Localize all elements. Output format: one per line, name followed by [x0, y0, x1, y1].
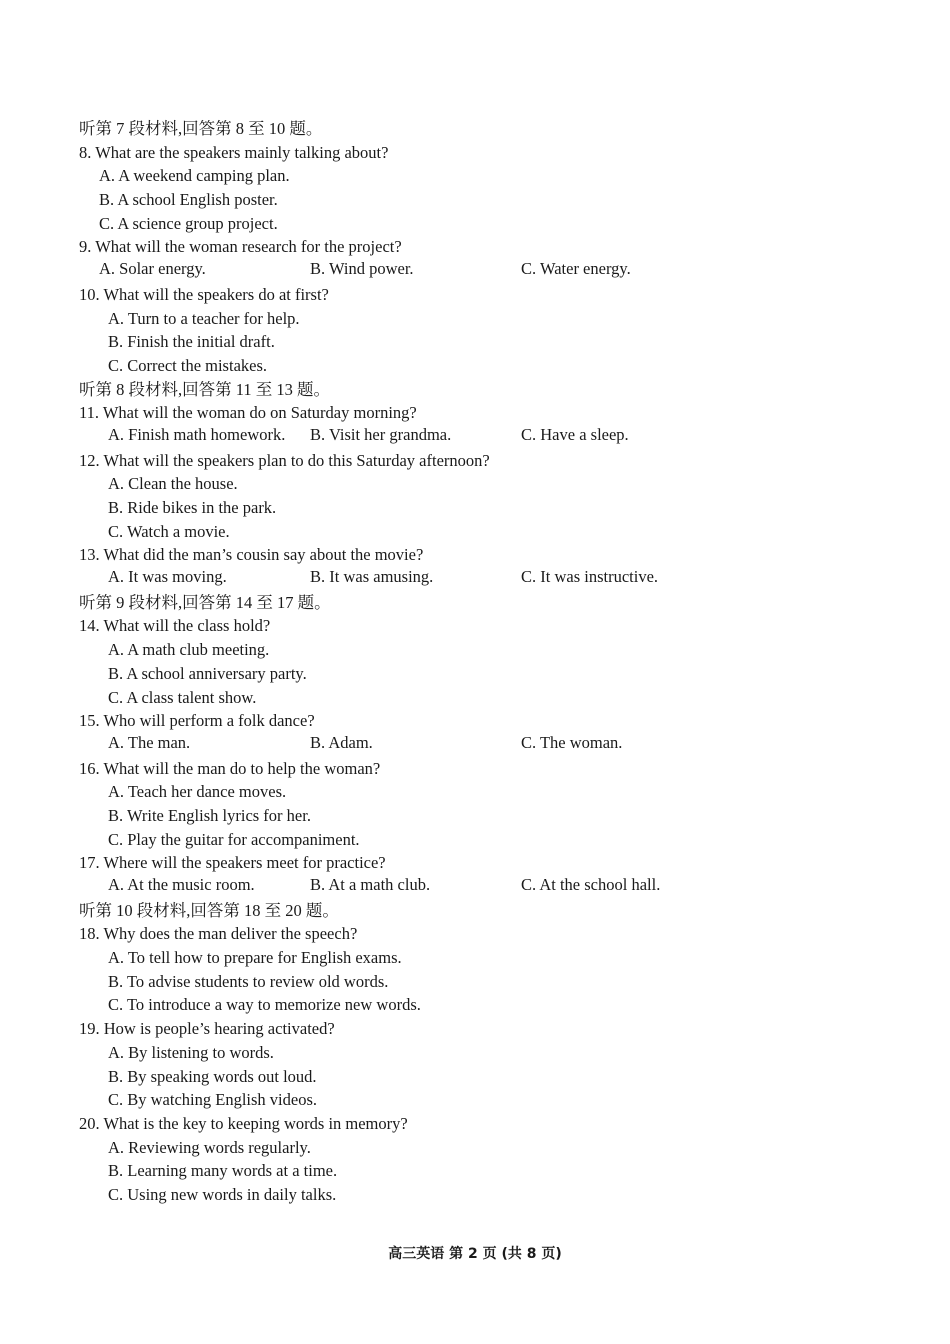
- question-text: 13. What did the man’s cousin say about the movie?: [79, 545, 424, 565]
- exam-page: [79, 117, 879, 1207]
- answer-option: A. It was moving.: [108, 567, 227, 587]
- question-text: 14. What will the class hold?: [79, 616, 271, 636]
- answer-option: C. Using new words in daily talks.: [108, 1184, 337, 1204]
- answer-option: A. Turn to a teacher for help.: [108, 308, 300, 328]
- answer-option: A. A math club meeting.: [108, 640, 270, 660]
- answer-option: C. At the school hall.: [521, 875, 661, 894]
- question-text: 15. Who will perform a folk dance?: [79, 711, 315, 731]
- question-text: 18. Why does the man deliver the speech?: [79, 924, 358, 944]
- answer-option: B. It was amusing.: [310, 567, 434, 587]
- section-heading: 听第 8 段材料,回答第 11 至 13 题。: [79, 379, 331, 399]
- answer-option: C. It was instructive.: [521, 567, 659, 587]
- question-text: 17. Where will the speakers meet for practice?: [79, 853, 386, 873]
- answer-option: B. Wind power.: [310, 259, 414, 279]
- answer-option: B. Learning many words at a time.: [108, 1161, 338, 1181]
- answer-option: C. Correct the mistakes.: [108, 355, 268, 375]
- answer-option: B. A school anniversary party.: [108, 663, 307, 683]
- question-text: 8. What are the speakers mainly talking about?: [79, 142, 389, 162]
- answer-option: B. Write English lyrics for her.: [108, 805, 311, 825]
- answer-option: C. A science group project.: [99, 213, 278, 233]
- answer-option: B. To advise students to review old words.: [108, 971, 389, 991]
- question-text: 19. How is people’s hearing activated?: [79, 1019, 335, 1039]
- answer-option: A. The man.: [108, 732, 191, 752]
- question-text: 9. What will the woman research for the project?: [79, 237, 402, 257]
- answer-option: C. Water energy.: [521, 259, 631, 279]
- question-text: 11. What will the woman do on Saturday morning?: [79, 403, 417, 423]
- answer-option: C. Play the guitar for accompaniment.: [108, 829, 360, 849]
- answer-option: A. To tell how to prepare for English exams.: [108, 948, 402, 968]
- option-row: [79, 259, 879, 283]
- answer-option: A. At the music room.: [108, 875, 255, 894]
- answer-option: A. Teach her dance moves.: [108, 782, 287, 802]
- question-text: 16. What will the man do to help the woman?: [79, 758, 381, 778]
- answer-option: C. The woman.: [521, 732, 623, 752]
- answer-option: A. A weekend camping plan.: [99, 166, 290, 186]
- answer-option: C. Watch a movie.: [108, 521, 230, 541]
- answer-option: A. Reviewing words regularly.: [108, 1137, 311, 1157]
- answer-option: B. Visit her grandma.: [310, 424, 452, 444]
- answer-option: A. Finish math homework.: [108, 424, 286, 444]
- answer-option: A. Clean the house.: [108, 474, 238, 494]
- option-row: [79, 567, 879, 591]
- answer-option: C. To introduce a way to memorize new words.: [108, 995, 421, 1015]
- question-text: 10. What will the speakers do at first?: [79, 284, 329, 304]
- answer-option: B. By speaking words out loud.: [108, 1066, 317, 1086]
- answer-option: C. Have a sleep.: [521, 424, 629, 444]
- answer-option: B. At a math club.: [310, 875, 431, 894]
- option-row: [79, 733, 879, 757]
- page-footer: 高三英语 第 2 页 (共 8 页): [388, 1246, 562, 1262]
- answer-option: B. Ride bikes in the park.: [108, 498, 277, 517]
- section-heading: 听第 9 段材料,回答第 14 至 17 题。: [79, 592, 331, 612]
- question-text: 12. What will the speakers plan to do this Saturday afternoon?: [79, 450, 490, 470]
- option-row: [79, 425, 879, 449]
- answer-option: B. Finish the initial draft.: [108, 332, 275, 352]
- answer-option: C. By watching English videos.: [108, 1090, 317, 1110]
- answer-option: C. A class talent show.: [108, 687, 257, 707]
- section-heading: 听第 7 段材料,回答第 8 至 10 题。: [79, 119, 323, 138]
- answer-option: A. By listening to words.: [108, 1042, 274, 1062]
- question-text: 20. What is the key to keeping words in memory?: [79, 1113, 408, 1133]
- section-heading: 听第 10 段材料,回答第 18 至 20 题。: [79, 900, 339, 920]
- answer-option: B. Adam.: [310, 732, 373, 752]
- option-row: [79, 875, 879, 899]
- answer-option: A. Solar energy.: [99, 259, 206, 279]
- answer-option: B. A school English poster.: [99, 190, 278, 210]
